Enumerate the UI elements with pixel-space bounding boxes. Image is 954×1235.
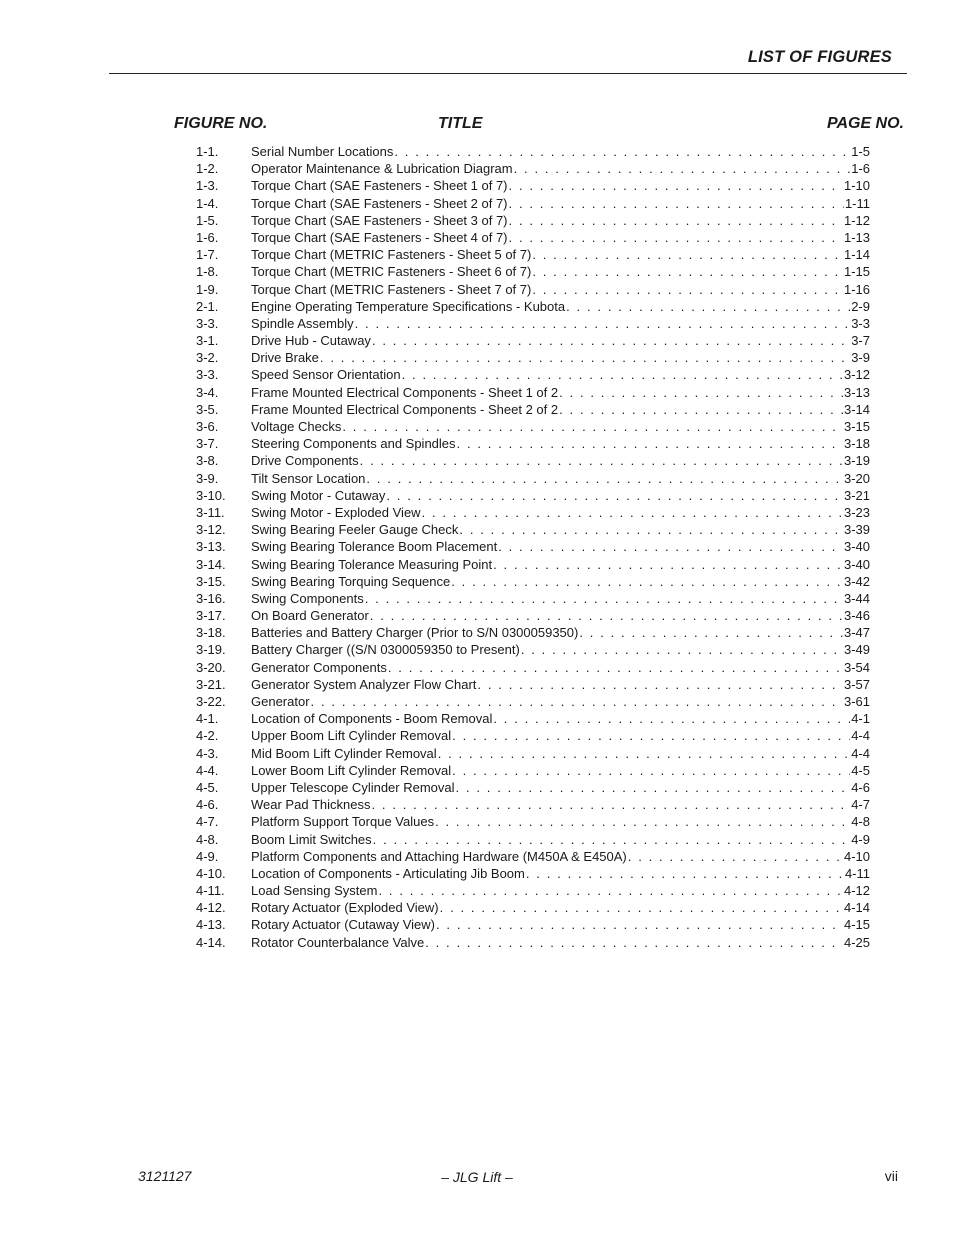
figure-page: 4-8 [851,814,870,830]
figure-number: 3-18. [196,625,226,641]
figure-page: 3-21 [843,487,870,503]
figure-entry [251,848,870,865]
dot-leader [342,418,843,435]
figure-page: 3-19 [843,453,870,469]
figure-entry [251,641,870,658]
figure-entry [251,298,870,315]
list-item [196,143,870,160]
figure-number: 3-15. [196,573,226,589]
figure-entry [251,865,870,882]
dot-leader [388,659,843,676]
dot-leader [566,298,850,315]
figure-number: 4-7. [196,814,219,830]
list-item [196,831,870,848]
figure-number: 4-14. [196,934,226,950]
dot-leader [373,831,851,848]
figure-entry [251,160,870,177]
figure-number: 1-8. [196,264,219,280]
header-rule [109,73,907,74]
figure-title: Drive Hub - Cutaway [251,333,371,349]
figure-number: 4-12. [196,900,226,916]
figure-number: 3-8. [196,453,219,469]
dot-leader [493,710,850,727]
dot-leader [498,538,843,555]
list-item [196,160,870,177]
figure-number: 3-19. [196,642,226,658]
figure-number: 3-3. [196,367,219,383]
list-item [196,624,870,641]
figure-page: 3-9 [851,350,870,366]
figure-title: Swing Components [251,590,364,606]
dot-leader [514,160,851,177]
figure-entry [251,229,870,246]
figure-entry [251,745,870,762]
figure-entry [251,899,870,916]
figure-title: Engine Operating Temperature Specifications - Kubota [251,298,566,314]
list-item [196,195,870,212]
figure-page: 3-47 [843,625,870,641]
figure-title: Rotator Counterbalance Valve [251,934,425,950]
figure-title: Frame Mounted Electrical Components - Sheet 2 of 2 [251,401,559,417]
figure-number: 1-6. [196,229,219,245]
dot-leader [435,813,850,830]
footer-page-number: vii [884,1168,898,1184]
dot-leader [451,573,843,590]
figure-page: 4-7 [851,797,870,813]
dot-leader [559,401,843,418]
figure-title: Voltage Checks [251,419,342,434]
list-item [196,796,870,813]
dot-leader [425,934,843,951]
figure-title: Torque Chart (SAE Fasteners - Sheet 4 of 7) [251,229,508,245]
figure-title: Lower Boom Lift Cylinder Removal [251,762,452,778]
figure-page: 3-39 [843,522,870,538]
list-item [196,762,870,779]
figure-page: 1-11 [844,195,870,211]
list-item [196,813,870,830]
figure-number: 3-1. [196,333,219,349]
figure-number: 4-8. [196,831,219,847]
figure-entry [251,263,870,280]
figure-entry [251,212,870,229]
figure-title: Operator Maintenance & Lubrication Diagram [251,161,513,177]
figure-number: 4-2. [196,728,219,744]
figure-title: Swing Bearing Feeler Gauge Check [251,522,459,538]
dot-leader [371,796,850,813]
dot-leader [509,229,843,246]
figure-title: Torque Chart (SAE Fasteners - Sheet 3 of 7) [251,212,508,228]
figure-number: 3-10. [196,487,226,503]
figure-page: 4-11 [844,865,870,881]
column-header-title: TITLE [438,115,483,132]
figure-number: 3-16. [196,590,226,606]
figure-title: Speed Sensor Orientation [251,367,401,383]
figure-page: 4-15 [843,917,870,933]
figure-number: 3-20. [196,659,226,675]
figure-entry [251,349,870,366]
dot-leader [452,727,850,744]
dot-leader [457,435,843,452]
figure-title: Location of Components - Boom Removal [251,711,493,727]
figure-number: 4-13. [196,917,226,933]
figure-entry [251,384,870,401]
figure-title: Swing Motor - Exploded View [251,504,421,520]
list-item [196,745,870,762]
figure-entry [251,143,870,160]
figure-entry [251,882,870,899]
list-item [196,676,870,693]
figure-entry [251,177,870,194]
list-item [196,315,870,332]
figure-number: 4-4. [196,762,219,778]
figure-number: 3-13. [196,539,226,555]
figure-page: 4-12 [843,883,870,899]
figure-title: Frame Mounted Electrical Components - Sheet 1 of 2 [251,384,559,400]
list-item [196,916,870,933]
figure-entry [251,573,870,590]
figure-number: 3-17. [196,608,226,624]
list-item [196,487,870,504]
list-item [196,556,870,573]
figure-page: 4-25 [843,934,870,950]
figure-title: Rotary Actuator (Exploded View) [251,900,439,916]
figure-title: Generator [251,694,310,709]
figure-page: 3-54 [843,659,870,675]
figure-page: 3-40 [843,556,870,572]
list-item [196,693,870,710]
figure-page: 4-5 [851,762,870,778]
dot-leader [452,762,850,779]
dot-leader [365,590,843,607]
figure-entry [251,556,870,573]
figure-page: 3-7 [851,333,870,349]
figure-entry [251,487,870,504]
dot-leader [422,504,843,521]
figure-page: 1-6 [851,161,870,177]
figure-page: 2-9 [851,298,870,314]
figure-page: 3-49 [843,642,870,658]
figure-page: 1-13 [843,229,870,245]
figure-entry [251,693,870,710]
figure-entry [251,315,870,332]
dot-leader [355,315,851,332]
figure-number: 3-12. [196,522,226,538]
list-item [196,332,870,349]
figure-title: Generator Components [251,659,387,675]
figure-page: 3-57 [843,676,870,692]
figure-number: 1-9. [196,281,219,297]
figure-entry [251,590,870,607]
figure-title: Torque Chart (SAE Fasteners - Sheet 1 of 7) [251,178,508,194]
figure-title: Steering Components and Spindles [251,436,456,452]
figure-entry [251,366,870,383]
list-item [196,882,870,899]
dot-leader [532,263,843,280]
figure-page: 3-61 [843,694,870,709]
figure-page: 1-5 [851,144,870,159]
figure-entry [251,470,870,487]
figure-page: 3-15 [843,419,870,434]
figure-number: 4-6. [196,797,219,813]
figure-title: Torque Chart (METRIC Fasteners - Sheet 6 of 7) [251,264,532,280]
figure-page: 3-18 [843,436,870,452]
list-item [196,934,870,951]
list-item [196,452,870,469]
list-item [196,590,870,607]
figure-entry [251,607,870,624]
list-item [196,504,870,521]
figure-title: Location of Components - Articulating Jib Boom [251,865,525,881]
figure-number: 3-3. [196,315,219,331]
figure-title: Swing Bearing Tolerance Measuring Point [251,556,493,572]
dot-leader [559,384,843,401]
figure-title: Swing Motor - Cutaway [251,487,386,503]
figure-page: 3-23 [843,504,870,520]
figure-number: 3-5. [196,401,219,417]
list-item [196,659,870,676]
figure-entry [251,676,870,693]
list-item [196,263,870,280]
dot-leader [509,177,843,194]
figure-number: 3-14. [196,556,226,572]
dot-leader [456,779,851,796]
figure-page: 4-4 [851,745,870,761]
dot-leader [521,641,843,658]
figure-entry [251,659,870,676]
figure-entry [251,624,870,641]
dot-leader [532,246,843,263]
figure-page: 3-13 [843,384,870,400]
list-item [196,298,870,315]
list-item [196,401,870,418]
dot-leader [459,521,843,538]
figure-page: 1-15 [843,264,870,280]
dot-leader [386,487,843,504]
figure-page: 3-20 [843,470,870,486]
figure-entry [251,779,870,796]
list-item [196,848,870,865]
dot-leader [311,693,843,710]
figure-title: Platform Components and Attaching Hardware (M450A & E450A) [251,848,627,864]
figure-number: 3-4. [196,384,219,400]
dot-leader [440,899,843,916]
list-item [196,727,870,744]
list-item [196,212,870,229]
figure-entry [251,813,870,830]
figure-entry [251,521,870,538]
figure-entry [251,710,870,727]
list-item [196,281,870,298]
list-item [196,366,870,383]
figure-page: 1-14 [843,247,870,263]
figure-title: Batteries and Battery Charger (Prior to S/N 0300059350) [251,625,579,641]
list-item [196,865,870,882]
dot-leader [372,332,850,349]
figure-page: 3-3 [851,315,870,331]
figure-number: 2-1. [196,298,219,314]
list-item [196,418,870,435]
figure-number: 4-5. [196,779,219,795]
figure-page: 4-14 [843,900,870,916]
figure-title: Torque Chart (METRIC Fasteners - Sheet 5 of 7) [251,247,532,263]
list-item [196,349,870,366]
figure-title: Swing Bearing Tolerance Boom Placement [251,539,498,555]
list-item [196,607,870,624]
figure-entry [251,281,870,298]
figure-page: 3-46 [843,608,870,624]
dot-leader [436,916,843,933]
figure-entry [251,452,870,469]
figure-entry [251,195,870,212]
dot-leader [320,349,850,366]
dot-leader [477,676,843,693]
figure-list [196,143,870,951]
figure-number: 4-3. [196,745,219,761]
footer-doc-number: 3121127 [138,1168,192,1184]
figure-page: 1-12 [843,212,870,228]
figure-title: Generator System Analyzer Flow Chart [251,676,477,692]
figure-title: Upper Boom Lift Cylinder Removal [251,728,452,744]
dot-leader [493,556,843,573]
dot-leader [360,452,843,469]
figure-title: Rotary Actuator (Cutaway View) [251,917,435,933]
figure-title: Upper Telescope Cylinder Removal [251,779,455,795]
dot-leader [438,745,851,762]
figure-title: Wear Pad Thickness [251,797,371,813]
list-item [196,470,870,487]
figure-title: Swing Bearing Torquing Sequence [251,573,451,589]
figure-entry [251,332,870,349]
figure-number: 1-7. [196,247,219,263]
figure-entry [251,934,870,951]
figure-title: Torque Chart (SAE Fasteners - Sheet 2 of 7) [251,195,508,211]
figure-entry [251,727,870,744]
figure-title: Spindle Assembly [251,315,354,331]
figure-number: 1-5. [196,212,219,228]
figure-entry [251,418,870,435]
figure-number: 1-1. [196,144,219,159]
figure-number: 3-22. [196,694,226,709]
figure-entry [251,401,870,418]
figure-number: 4-11. [196,883,225,899]
figure-title: Mid Boom Lift Cylinder Removal [251,745,437,761]
dot-leader [366,470,843,487]
list-item [196,246,870,263]
figure-title: Load Sensing System [251,883,378,899]
column-header-figure-no: FIGURE NO. [174,115,268,132]
dot-leader [579,624,843,641]
column-header-page-no: PAGE NO. [826,115,904,132]
dot-leader [378,882,843,899]
list-item [196,573,870,590]
figure-page: 3-40 [843,539,870,555]
footer-brand: – JLG Lift – [441,1169,513,1185]
list-item [196,538,870,555]
figure-entry [251,246,870,263]
figure-title: Battery Charger ((S/N 0300059350 to Present) [251,642,520,658]
figure-number: 3-9. [196,470,219,486]
figure-entry [251,762,870,779]
figure-number: 3-21. [196,676,226,692]
figure-entry [251,538,870,555]
list-item [196,710,870,727]
list-item [196,435,870,452]
figure-number: 4-9. [196,848,219,864]
figure-title: Torque Chart (METRIC Fasteners - Sheet 7 of 7) [251,281,532,297]
figure-number: 1-2. [196,161,219,177]
figure-entry [251,504,870,521]
figure-page: 3-14 [843,401,870,417]
list-item [196,177,870,194]
figure-title: Boom Limit Switches [251,831,372,847]
figure-entry [251,831,870,848]
figure-title: Tilt Sensor Location [251,470,366,486]
figure-page: 3-42 [843,573,870,589]
list-item [196,384,870,401]
figure-title: Drive Brake [251,350,319,366]
figure-page: 3-44 [843,590,870,606]
figure-number: 4-10. [196,865,226,881]
list-item [196,779,870,796]
figure-title: On Board Generator [251,608,369,624]
figure-number: 3-6. [196,419,219,434]
figure-page: 1-16 [843,281,870,297]
figure-page: 3-12 [843,367,870,383]
figure-page: 4-9 [851,831,870,847]
figure-page: 4-4 [851,728,870,744]
dot-leader [394,143,850,160]
dot-leader [370,607,843,624]
figure-entry [251,796,870,813]
figure-page: 4-6 [851,779,870,795]
list-item [196,229,870,246]
figure-title: Serial Number Locations [251,144,394,159]
figure-page: 1-10 [843,178,870,194]
page-header-title: LIST OF FIGURES [747,48,892,66]
figure-entry [251,435,870,452]
dot-leader [526,865,844,882]
figure-page: 4-1 [851,711,870,727]
dot-leader [509,195,844,212]
dot-leader [509,212,843,229]
list-item [196,521,870,538]
dot-leader [532,281,843,298]
figure-number: 3-7. [196,436,219,452]
list-item [196,641,870,658]
figure-number: 4-1. [196,711,219,727]
dot-leader [628,848,843,865]
figure-title: Platform Support Torque Values [251,814,435,830]
figure-entry [251,916,870,933]
figure-page: 4-10 [843,848,870,864]
figure-title: Drive Components [251,453,359,469]
dot-leader [402,366,843,383]
figure-number: 1-4. [196,195,219,211]
list-item [196,899,870,916]
figure-number: 1-3. [196,178,219,194]
figure-number: 3-2. [196,350,219,366]
figure-number: 3-11. [196,504,225,520]
